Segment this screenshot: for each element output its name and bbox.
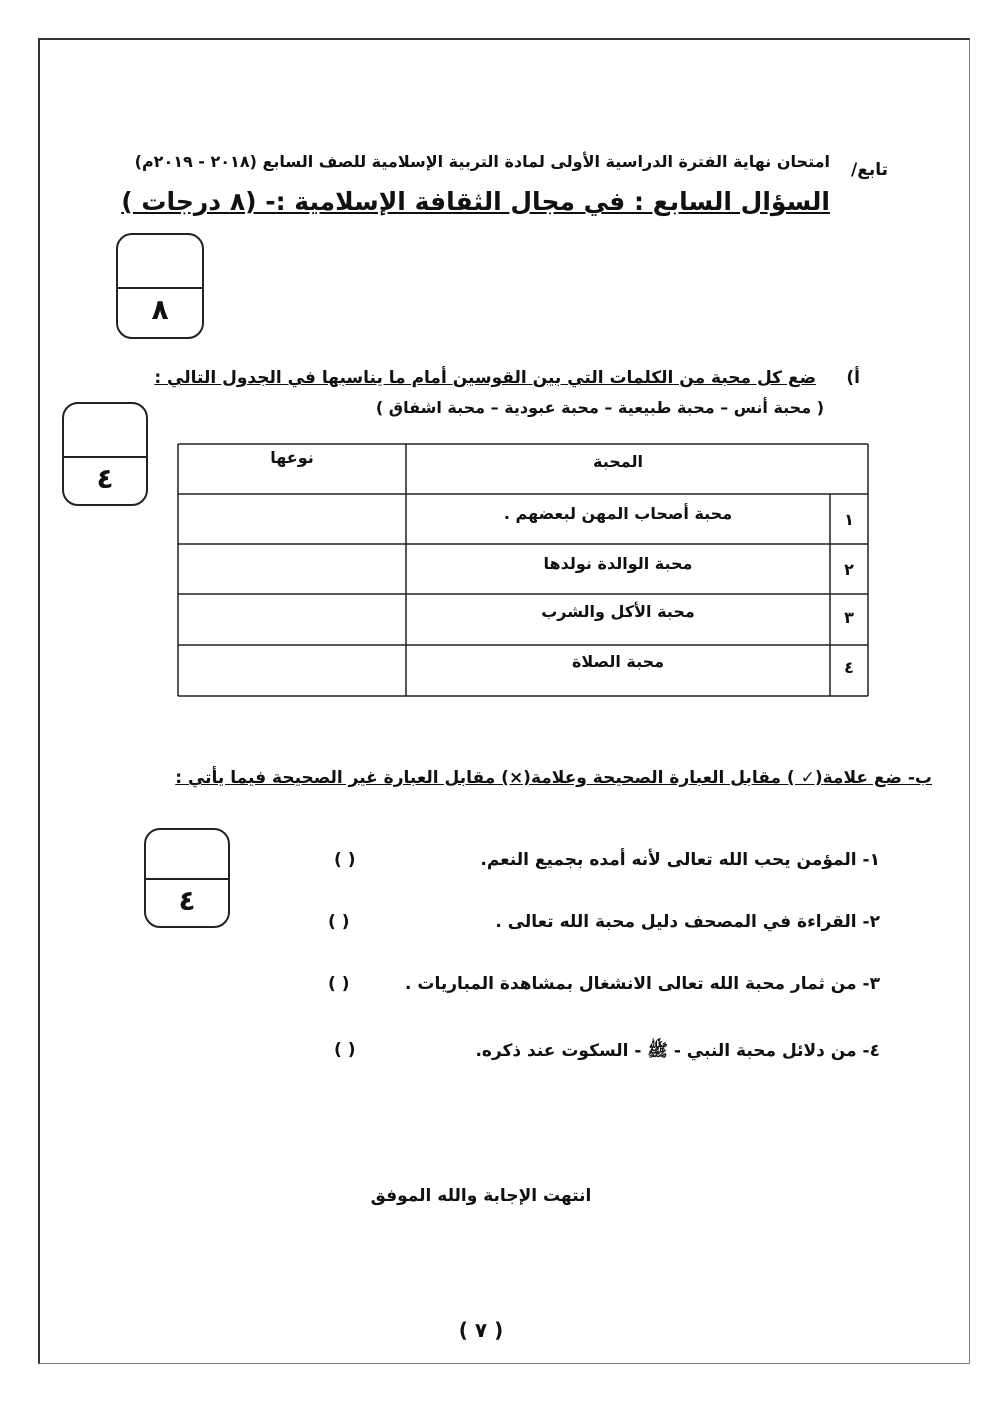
answer-blank[interactable]: ( ): [328, 974, 350, 994]
statement-text: ١- المؤمن يحب الله تعالى لأنه أمده بجميع النعم.: [480, 850, 880, 870]
table-header-love: المحبة: [593, 452, 643, 471]
part-a-score-value: ٤: [96, 462, 114, 495]
row-number: ١: [844, 510, 854, 529]
row-love: محبة الأكل والشرب: [541, 602, 695, 621]
answer-blank[interactable]: ( ): [328, 912, 350, 932]
row-number: ٢: [844, 560, 854, 579]
page-number: ( ٧ ): [458, 1318, 504, 1342]
statement-text: ٢- القراءة في المصحف دليل محبة الله تعالى .: [495, 912, 880, 932]
answer-blank[interactable]: ( ): [334, 1040, 356, 1060]
table-header-type: نوعها: [270, 448, 314, 467]
row-number: ٤: [844, 658, 854, 677]
total-score-value: ٨: [151, 293, 169, 326]
part-b-score-value: ٤: [178, 884, 196, 917]
row-love: محبة أصحاب المهن لبعضهم .: [503, 504, 733, 523]
part-b-score-box: [144, 828, 230, 928]
part-a-instruction: ضع كل محبة من الكلمات التي بين القوسين أمام ما يناسبها في الجدول التالي :: [154, 368, 816, 388]
exam-header-title: امتحان نهاية الفترة الدراسية الأولى لمادة التربية الإسلامية للصف السابع (٢٠١٨ - ٢٠١٩م): [134, 152, 830, 171]
part-a-label: أ): [846, 368, 860, 388]
statement-text: ٣- من ثمار محبة الله تعالى الانشغال بمشاهدة المباريات .: [405, 974, 880, 994]
row-number: ٣: [844, 608, 854, 627]
row-love: محبة الوالدة نولدها: [543, 554, 693, 573]
answer-blank[interactable]: ( ): [334, 850, 356, 870]
word-bank: ( محبة أنس – محبة طبيعية – محبة عبودية – محبة اشفاق ): [375, 398, 824, 417]
row-love: محبة الصلاة: [571, 652, 665, 671]
closing-text: انتهت الإجابة والله الموفق: [370, 1186, 592, 1206]
header-prefix: تابع/: [851, 160, 888, 180]
statement-text: ٤- من دلائل محبة النبي - ﷺ - السكوت عند ذكره.: [475, 1041, 880, 1061]
part-b-instruction: ب- ضع علامة(✓ ) مقابل العبارة الصحيحة وعلامة(×) مقابل العبارة غير الصحيحة فيما يأتي :: [175, 768, 932, 788]
question-title: السؤال السابع : في مجال الثقافة الإسلامية :- (٨ درجات ): [121, 187, 830, 216]
